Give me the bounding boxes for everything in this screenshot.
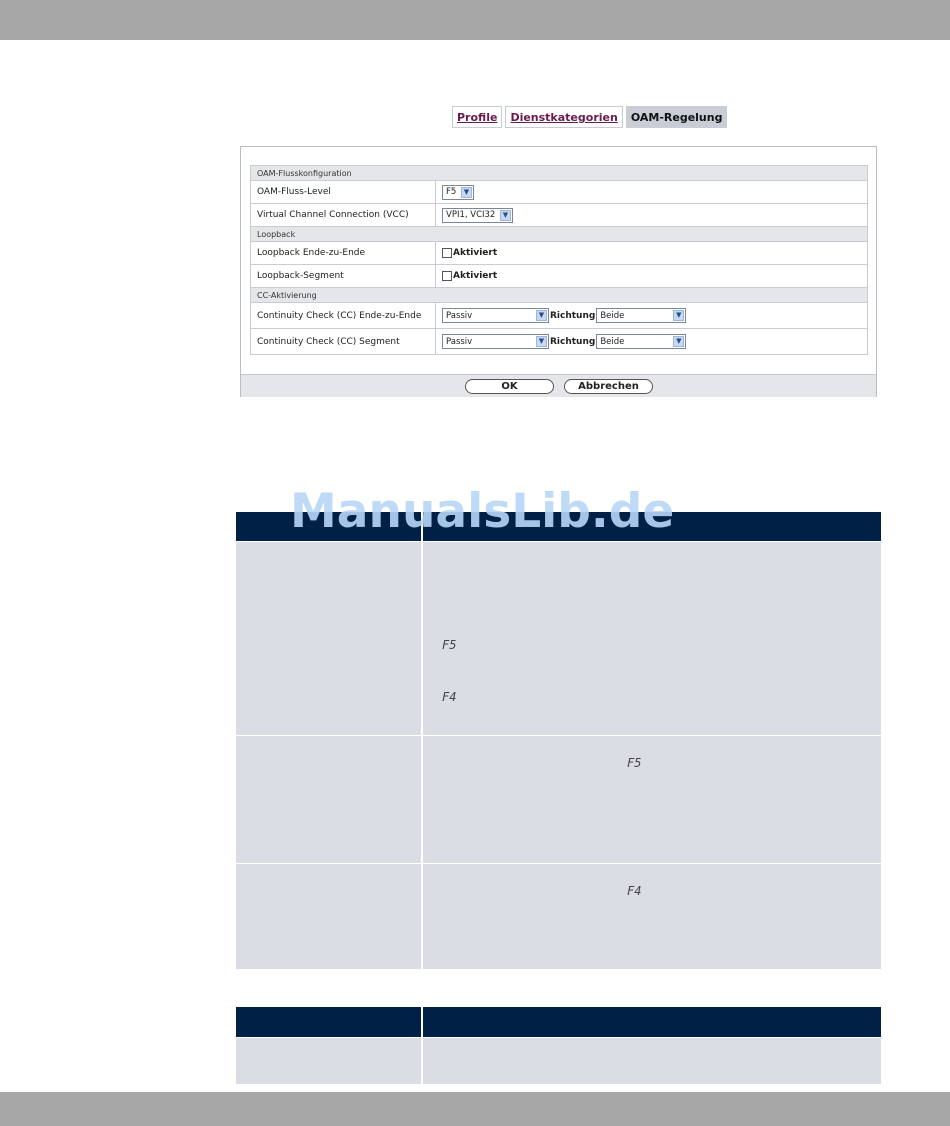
loopback-seg-checkbox[interactable]: [442, 271, 452, 281]
cc-seg-direction-value: Beide: [600, 336, 625, 347]
desc-row-3-label: [236, 863, 422, 969]
desc2-header-col1: [236, 1007, 422, 1037]
cc-seg-label: Continuity Check (CC) Segment: [251, 329, 436, 355]
cc-e2e-richtung-label: Richtung: [550, 310, 596, 321]
chevron-down-icon: ▼: [673, 336, 684, 347]
watermark: ManualsLib.de: [290, 484, 675, 539]
cc-e2e-label: Continuity Check (CC) Ende-zu-Ende: [251, 303, 436, 329]
value-f5: F5: [442, 637, 457, 652]
tab-oam-regelung[interactable]: OAM-Regelung: [626, 106, 728, 128]
tab-profile[interactable]: Profile: [452, 106, 502, 128]
chevron-down-icon: ▼: [536, 310, 547, 321]
description-table-2: [236, 1007, 881, 1084]
tab-dienstkategorien[interactable]: Dienstkategorien: [505, 106, 622, 128]
vcc-value: VPI1, VCI32: [446, 210, 496, 220]
fluss-level-select[interactable]: [442, 185, 474, 200]
desc-row-1-content: [422, 541, 881, 735]
loopback-e2e-checkbox-label: Aktiviert: [453, 247, 498, 258]
cc-seg-mode-value: Passiv: [446, 336, 473, 347]
loopback-e2e-checkbox[interactable]: [442, 248, 452, 258]
chevron-down-icon: ▼: [673, 310, 684, 321]
desc2-row-1-content: [422, 1037, 881, 1084]
desc-row-3-content: [422, 863, 881, 969]
description-table: [236, 512, 881, 969]
cc-e2e-direction-value: Beide: [600, 310, 625, 321]
fluss-level-value: F5: [446, 187, 457, 197]
chevron-down-icon: ▼: [461, 187, 472, 198]
loopback-seg-checkbox-label: Aktiviert: [453, 270, 498, 281]
button-bar: [241, 374, 876, 397]
desc-row-2-content: [422, 735, 881, 863]
ok-button[interactable]: OK: [465, 379, 554, 394]
desc2-header-col2: [422, 1007, 881, 1037]
desc-row-1-label: [236, 541, 422, 735]
cc-seg-direction-select[interactable]: [596, 334, 686, 349]
oam-config-form: [250, 165, 868, 355]
bottom-bar: [0, 1092, 950, 1126]
cc-e2e-mode-value: Passiv: [446, 310, 473, 321]
vcc-label: Virtual Channel Connection (VCC): [251, 204, 436, 227]
vcc-select[interactable]: [442, 208, 513, 223]
value-f4: F4: [627, 883, 642, 898]
oam-config-panel: [240, 146, 877, 397]
cc-e2e-direction-select[interactable]: [596, 308, 686, 323]
section-header-flow: OAM-Flusskonfiguration: [251, 166, 868, 181]
loopback-e2e-label: Loopback Ende-zu-Ende: [251, 242, 436, 265]
tab-bar: [452, 106, 727, 128]
cancel-button[interactable]: Abbrechen: [564, 379, 653, 394]
cc-e2e-mode-select[interactable]: [442, 308, 549, 323]
chevron-down-icon: ▼: [536, 336, 547, 347]
cc-seg-richtung-label: Richtung: [550, 336, 596, 347]
section-header-cc: CC-Aktivierung: [251, 288, 868, 303]
fluss-level-label: OAM-Fluss-Level: [251, 181, 436, 204]
desc2-row-1-label: [236, 1037, 422, 1084]
cc-seg-mode-select[interactable]: [442, 334, 549, 349]
chevron-down-icon: ▼: [500, 210, 511, 221]
section-header-loopback: Loopback: [251, 227, 868, 242]
value-f5: F5: [627, 755, 642, 770]
top-bar: [0, 0, 950, 40]
loopback-seg-label: Loopback-Segment: [251, 265, 436, 288]
value-f4: F4: [442, 689, 457, 704]
desc-row-2-label: [236, 735, 422, 863]
